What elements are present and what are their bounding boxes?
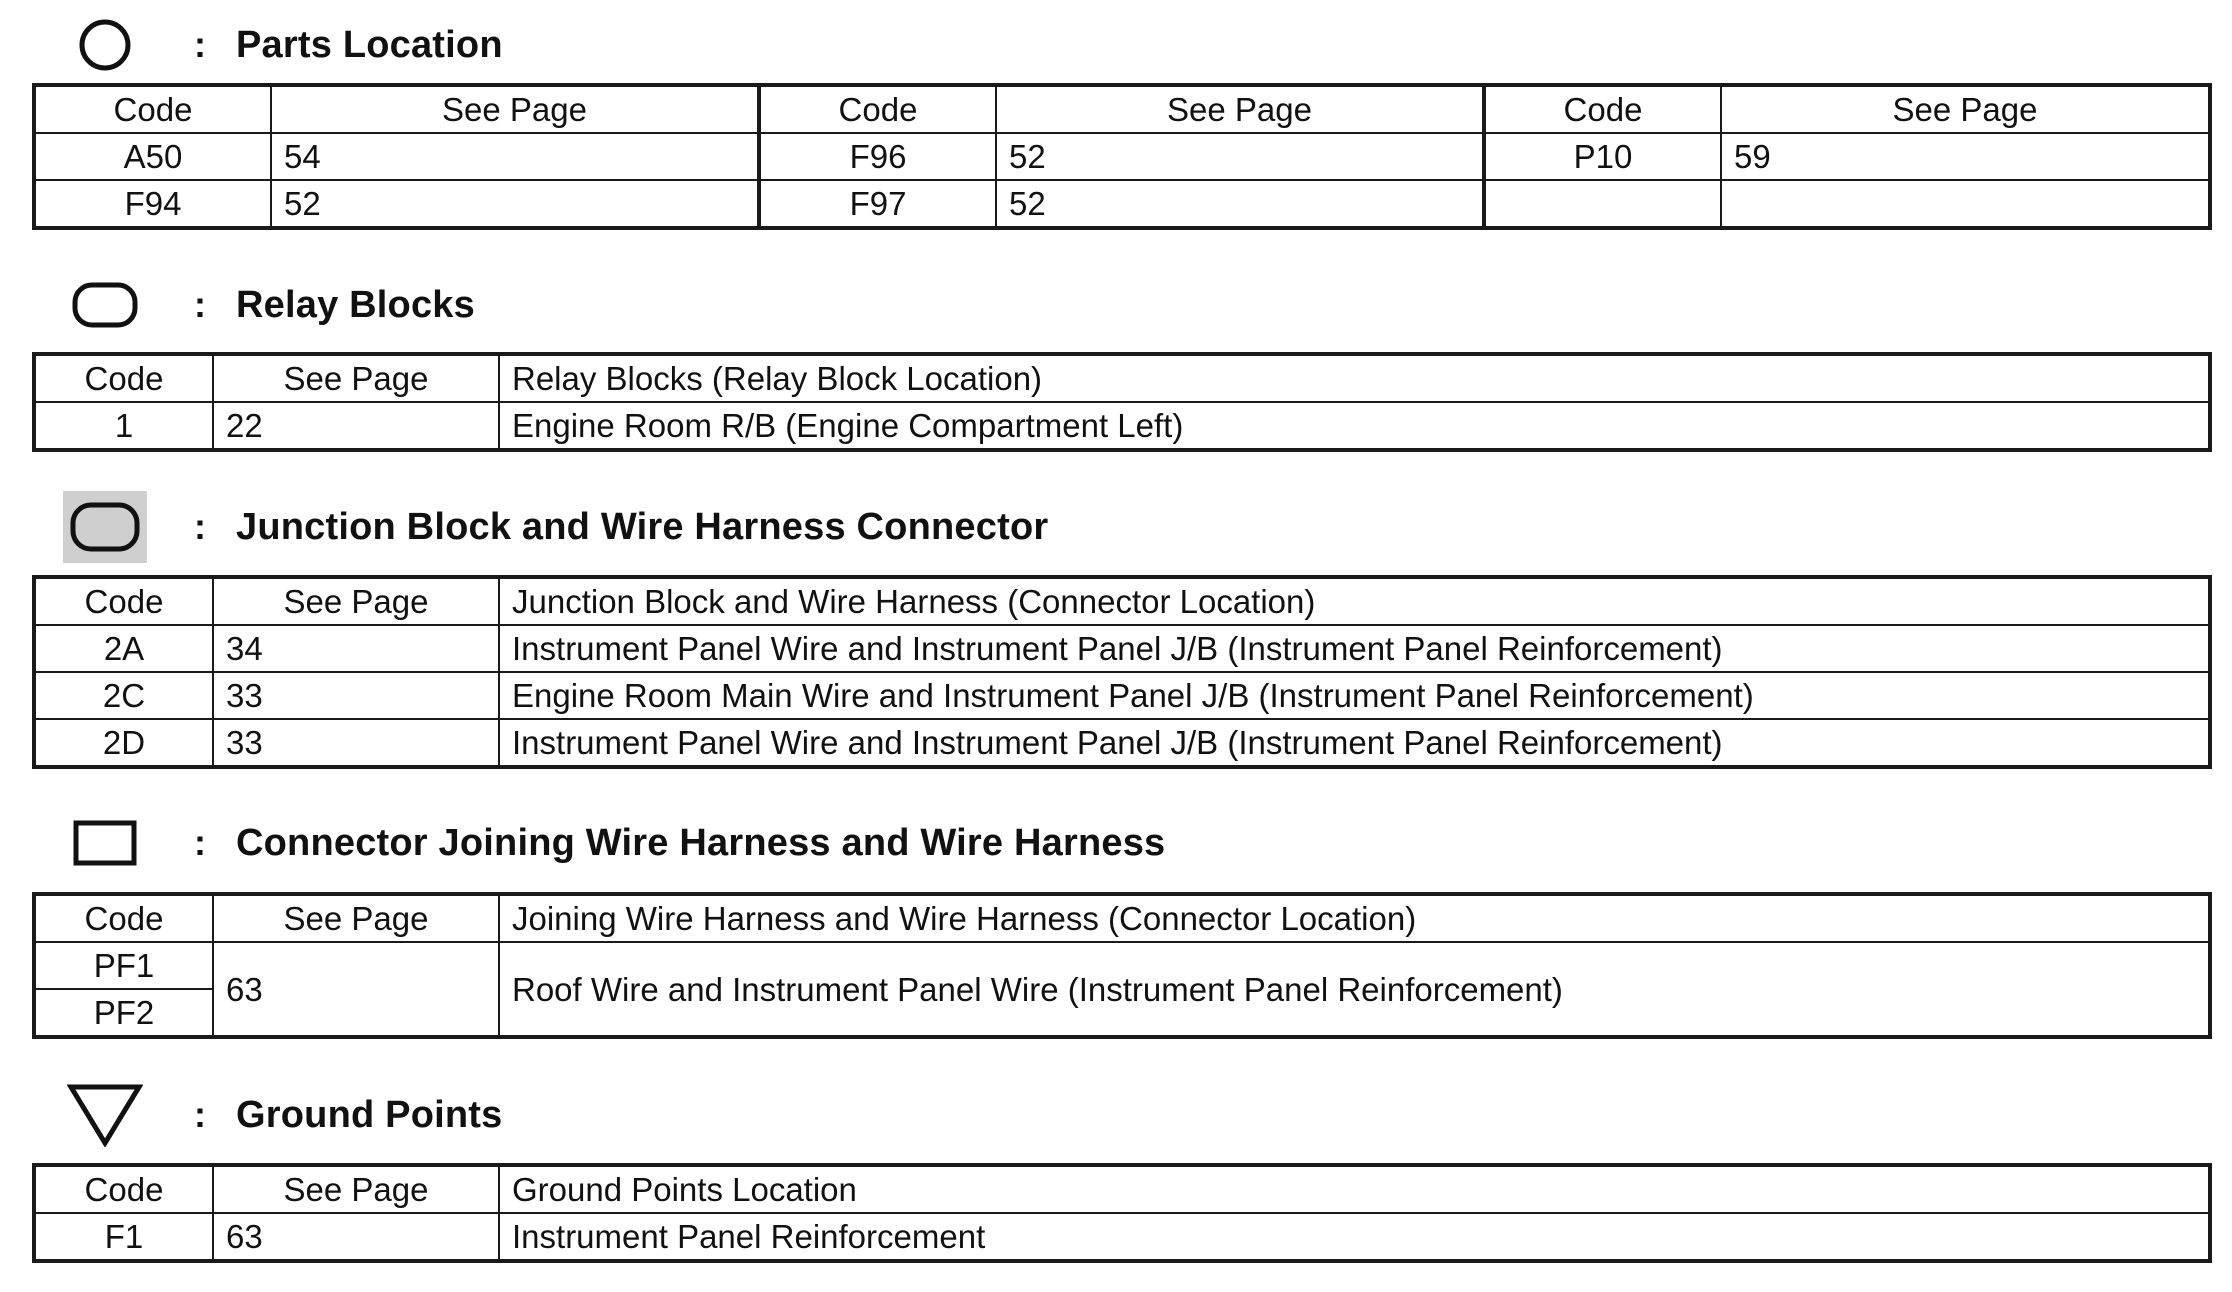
table-header-row <box>34 354 2210 402</box>
page-cell: 22 <box>213 402 499 450</box>
column-header: Code <box>34 85 271 133</box>
code-cell: F94 <box>34 180 271 228</box>
description-cell: Instrument Panel Wire and Instrument Panel J/B (Instrument Panel Reinforcement) <box>499 719 2210 767</box>
column-header: Code <box>34 354 213 402</box>
code-cell: PF1 <box>34 942 213 989</box>
connector-joining-heading <box>62 808 1165 878</box>
code-cell: PF2 <box>34 989 213 1037</box>
column-header: Code <box>34 1165 213 1213</box>
page-cell: 59 <box>1721 133 2210 180</box>
relay-blocks-table <box>32 352 2212 452</box>
separator-colon: : <box>194 1094 206 1135</box>
column-header: Code <box>759 85 996 133</box>
page-cell: 54 <box>271 133 759 180</box>
connector-joining-table <box>32 892 2212 1039</box>
parts-location-heading <box>62 10 503 80</box>
table-row <box>34 402 2210 450</box>
circle-icon <box>62 10 148 80</box>
page-cell: 33 <box>213 672 499 719</box>
junction-block-heading <box>62 492 1048 562</box>
code-cell: 2C <box>34 672 213 719</box>
description-cell: Engine Room Main Wire and Instrument Panel J/B (Instrument Panel Reinforcement) <box>499 672 2210 719</box>
code-cell: 1 <box>34 402 213 450</box>
page-cell: 63 <box>213 942 499 1037</box>
column-header: See Page <box>996 85 1484 133</box>
code-cell: P10 <box>1484 133 1721 180</box>
code-cell: 2A <box>34 625 213 672</box>
description-cell: Engine Room R/B (Engine Compartment Left) <box>499 402 2210 450</box>
section-title: Relay Blocks <box>236 283 475 326</box>
section-title: Connector Joining Wire Harness and Wire Harness <box>236 821 1166 864</box>
rectangle-icon <box>62 808 148 878</box>
description-cell: Roof Wire and Instrument Panel Wire (Instrument Panel Reinforcement) <box>499 942 2210 1037</box>
column-header: See Page <box>213 894 499 942</box>
column-header: Ground Points Location <box>499 1165 2210 1213</box>
page-cell: 52 <box>996 180 1484 228</box>
table-header-row <box>34 85 2210 133</box>
page-cell: 52 <box>996 133 1484 180</box>
page-cell: 63 <box>213 1213 499 1261</box>
rounded-rect-grey-icon <box>62 492 148 562</box>
rounded-rect-icon <box>62 270 148 340</box>
code-cell: A50 <box>34 133 271 180</box>
page-cell: 34 <box>213 625 499 672</box>
separator-colon: : <box>194 24 206 65</box>
relay-blocks-heading <box>62 270 475 340</box>
code-cell: F1 <box>34 1213 213 1261</box>
page-cell: 52 <box>271 180 759 228</box>
code-cell: F97 <box>759 180 996 228</box>
column-header: Joining Wire Harness and Wire Harness (Connector Location) <box>499 894 2210 942</box>
table-row <box>34 133 2210 180</box>
description-cell: Instrument Panel Reinforcement <box>499 1213 2210 1261</box>
description-cell: Instrument Panel Wire and Instrument Panel J/B (Instrument Panel Reinforcement) <box>499 625 2210 672</box>
table-header-row <box>34 1165 2210 1213</box>
section-title: Parts Location <box>236 23 503 66</box>
separator-colon: : <box>194 822 206 863</box>
column-header: Relay Blocks (Relay Block Location) <box>499 354 2210 402</box>
code-cell: F96 <box>759 133 996 180</box>
table-header-row <box>34 894 2210 942</box>
column-header: See Page <box>213 354 499 402</box>
section-title: Junction Block and Wire Harness Connector <box>236 505 1049 548</box>
table-row <box>34 942 2210 989</box>
table-row <box>34 719 2210 767</box>
page-cell <box>1721 180 2210 228</box>
ground-points-heading <box>62 1080 502 1150</box>
separator-colon: : <box>194 506 206 547</box>
column-header: Code <box>1484 85 1721 133</box>
column-header: See Page <box>213 1165 499 1213</box>
code-cell: 2D <box>34 719 213 767</box>
code-cell <box>1484 180 1721 228</box>
section-title: Ground Points <box>236 1093 503 1136</box>
table-row <box>34 180 2210 228</box>
separator-colon: : <box>194 284 206 325</box>
column-header: Junction Block and Wire Harness (Connector Location) <box>499 577 2210 625</box>
page-cell: 33 <box>213 719 499 767</box>
ground-points-table <box>32 1163 2212 1263</box>
column-header: See Page <box>213 577 499 625</box>
junction-block-table <box>32 575 2212 769</box>
table-row <box>34 672 2210 719</box>
column-header: See Page <box>1721 85 2210 133</box>
table-row <box>34 1213 2210 1261</box>
column-header: See Page <box>271 85 759 133</box>
ground-triangle-icon <box>62 1080 148 1150</box>
column-header: Code <box>34 577 213 625</box>
table-header-row <box>34 577 2210 625</box>
column-header: Code <box>34 894 213 942</box>
parts-location-table <box>32 83 2212 230</box>
table-row <box>34 625 2210 672</box>
